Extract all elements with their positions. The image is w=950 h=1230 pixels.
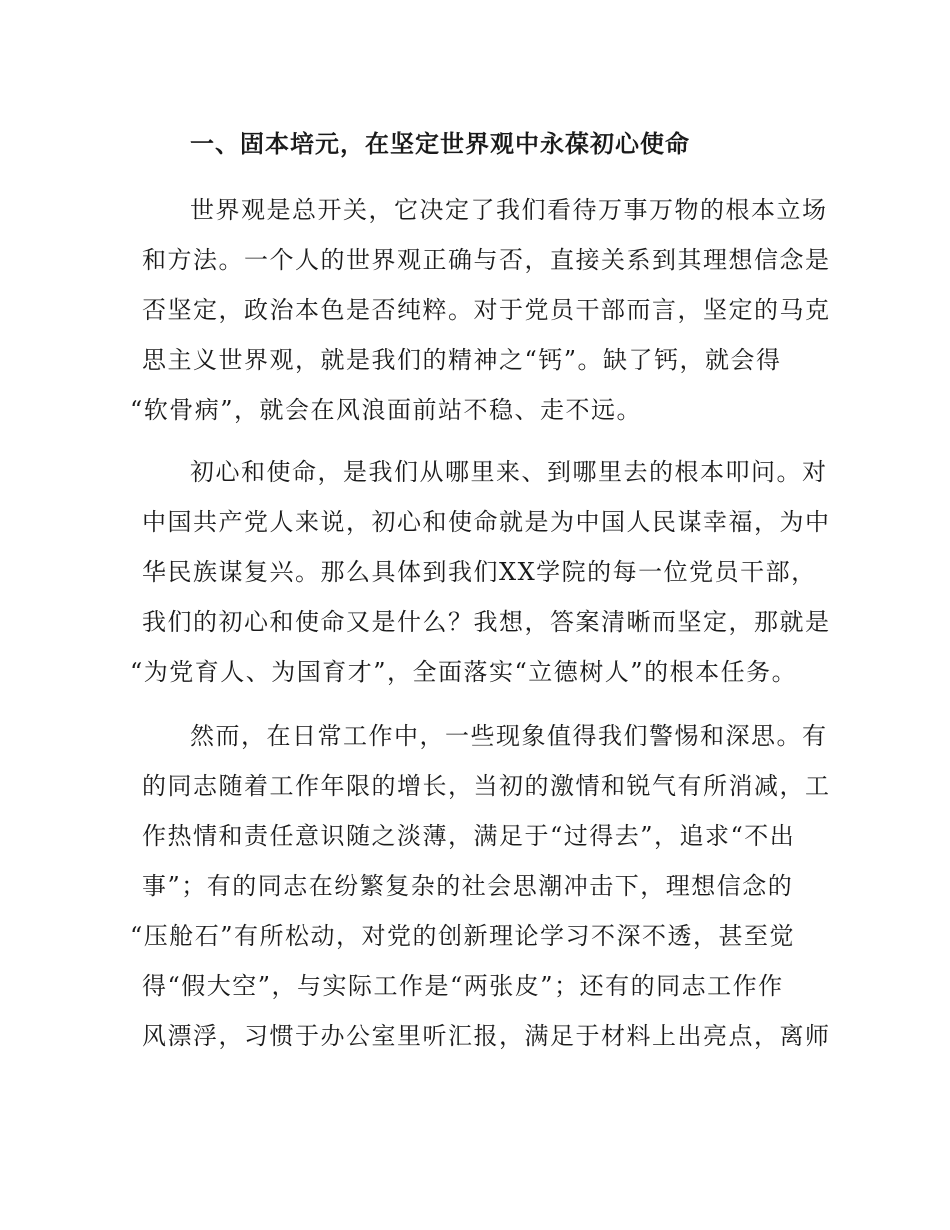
paragraph-3-line-3: 作热情和责任意识随之淡薄，满足于“过得去”，追求“不出 (142, 822, 796, 850)
paragraph-1-line-4: 思主义世界观，就是我们的精神之“钙”。缺了钙，就会得 (142, 346, 782, 374)
paragraph-2-line-5: “为党育人、为国育才”，全面落实“立德树人”的根本任务。 (130, 658, 798, 686)
paragraph-1-line-1: 世界观是总开关，它决定了我们看待万事万物的根本立场 (190, 196, 828, 224)
section-heading: 一、固本培元，在坚定世界观中永葆初心使命 (190, 130, 690, 158)
paragraph-3-line-5: “压舱石”有所松动，对党的创新理论学习不深不透，甚至觉 (130, 922, 796, 950)
paragraph-3-line-4: 事”；有的同志在纷繁复杂的社会思潮冲击下，理想信念的 (142, 872, 794, 900)
paragraph-2-line-1: 初心和使命，是我们从哪里来、到哪里去的根本叩问。对 (190, 458, 828, 486)
paragraph-3-line-1: 然而，在日常工作中，一些现象值得我们警惕和深思。有 (190, 722, 828, 750)
paragraph-2-line-3: 华民族谋复兴。那么具体到我们XX学院的每一位党员干部， (142, 558, 817, 586)
paragraph-3-line-2: 的同志随着工作年限的增长，当初的激情和锐气有所消减，工 (142, 772, 831, 800)
paragraph-3-line-6: 得“假大空”，与实际工作是“两张皮”；还有的同志工作作 (142, 972, 784, 1000)
paragraph-2-line-4: 我们的初心和使命又是什么？我想，答案清晰而坚定，那就是 (142, 608, 831, 636)
paragraph-1-line-2: 和方法。一个人的世界观正确与否，直接关系到其理想信念是 (142, 246, 831, 274)
paragraph-2-line-2: 中国共产党人来说，初心和使命就是为中国人民谋幸福，为中 (142, 508, 831, 536)
paragraph-1-line-3: 否坚定，政治本色是否纯粹。对于党员干部而言，坚定的马克 (142, 296, 831, 324)
paragraph-1-line-5: “软骨病”，就会在风浪面前站不稳、走不远。 (130, 396, 643, 424)
paragraph-3-line-7: 风漂浮，习惯于办公室里听汇报，满足于材料上出亮点，离师 (142, 1022, 831, 1050)
